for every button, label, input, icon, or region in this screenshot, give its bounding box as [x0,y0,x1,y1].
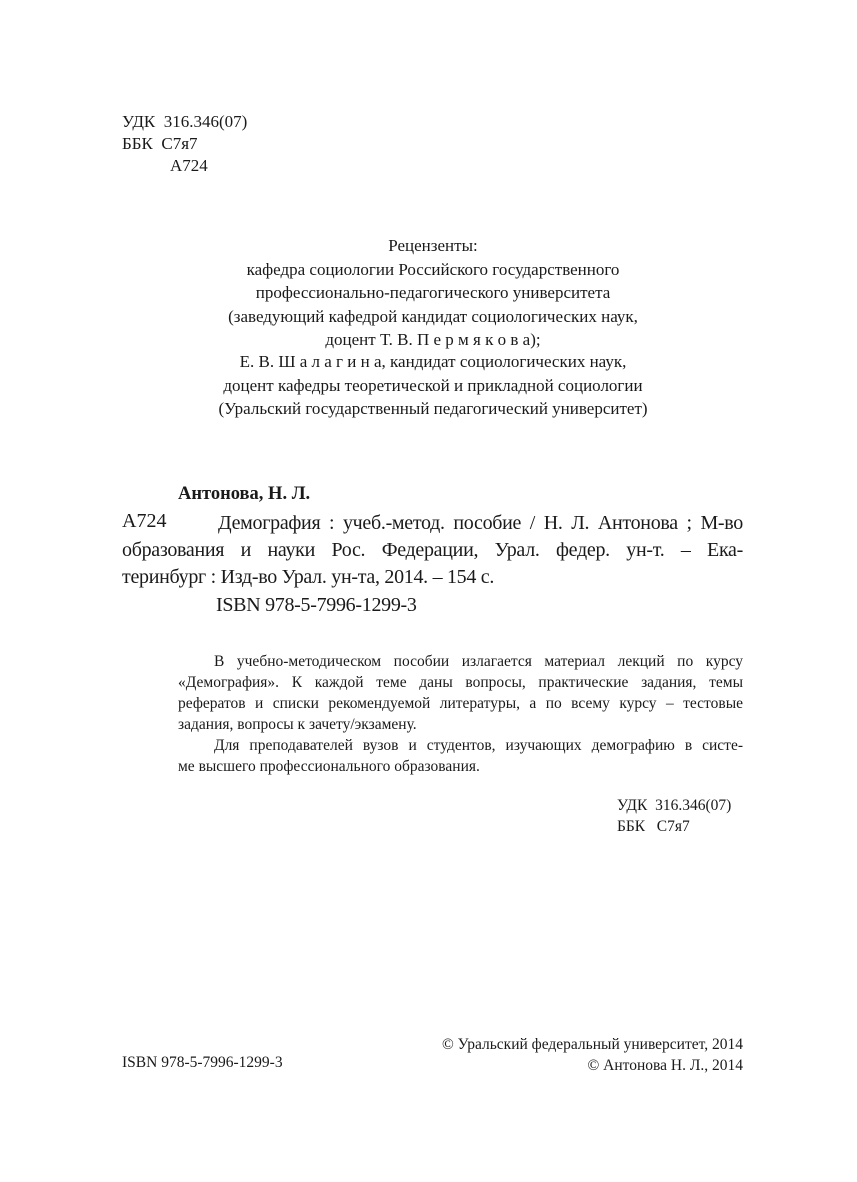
reviewer-line: доцент кафедры теоретической и прикладной социологии [223,375,643,395]
udk-label: УДК [122,112,156,131]
classification-block [122,111,247,177]
reviewer-line: доцент Т. В. П е р м я к о в а); [325,330,541,349]
reviewer-line: Е. В. Ш а л а г и н а, кандидат социологических наук, [239,352,627,371]
footer-bbk-row [617,816,731,837]
reviewer-line: кафедра социологии Российского государственного [246,259,620,279]
author-mark: А724 [170,156,208,175]
annotation-line: В учебно-методическом пособии излагается материал лекций по курсу [214,653,743,670]
annotation-line: Для преподавателей вузов и студентов, изучающих демографию в систе- [214,737,743,754]
annotation-line: «Демография». К каждой теме даны вопросы, практические задания, темы [178,674,743,691]
reviewers-heading: Рецензенты: [388,236,478,255]
reviewer-line: профессионально-педагогического университета [255,283,611,302]
reviewer-line: (заведующий кафедрой кандидат социологических наук, [228,306,638,326]
record-description [122,510,743,591]
record-author: Антонова, Н. Л. [178,484,311,504]
annotation [178,651,743,777]
record-line: образования и науки Рос. Федерации, Урал. федер. ун-т. – Ека- [122,539,743,561]
footer-classification [617,795,731,837]
record-code: А724 [122,510,167,532]
footer-bbk-label: ББК [617,818,646,835]
reviewers-block [170,234,696,352]
bbk-label: ББК [122,134,153,153]
footer-bbk-value: С7я7 [656,818,690,835]
copyright-block [442,1034,743,1076]
footer-udk-value: 316.346(07) [655,797,732,814]
footer-isbn: ISBN 978-5-7996-1299-3 [122,1054,283,1071]
bbk-value: С7я7 [161,134,198,153]
record-line: теринбург : Изд-во Урал. ун-та, 2014. – 154 с. [122,566,495,588]
annotation-line: ме высшего профессионального образования. [178,758,480,775]
reviewer-line: (Уральский государственный педагогический университет) [218,399,648,418]
udk-value: 316.346(07) [163,112,248,131]
footer-udk-label: УДК [617,797,648,814]
record-line: Демография : учеб.-метод. пособие / Н. Л. Антонова ; М-во [218,512,743,534]
bbk-row [122,133,247,155]
record-isbn: ISBN 978-5-7996-1299-3 [216,594,417,616]
copyright-line: © Уральский федеральный университет, 2014 [441,1036,743,1053]
footer-udk-row [617,795,731,816]
annotation-line: задания, вопросы к зачету/экзамену. [178,716,417,733]
reviewers-block-2 [170,350,696,421]
udk-row [122,111,247,133]
annotation-line: рефератов и списки рекомендуемой литературы, а по всему курсу – тестовые [178,695,743,712]
copyright-line: © Антонова Н. Л., 2014 [587,1057,743,1074]
